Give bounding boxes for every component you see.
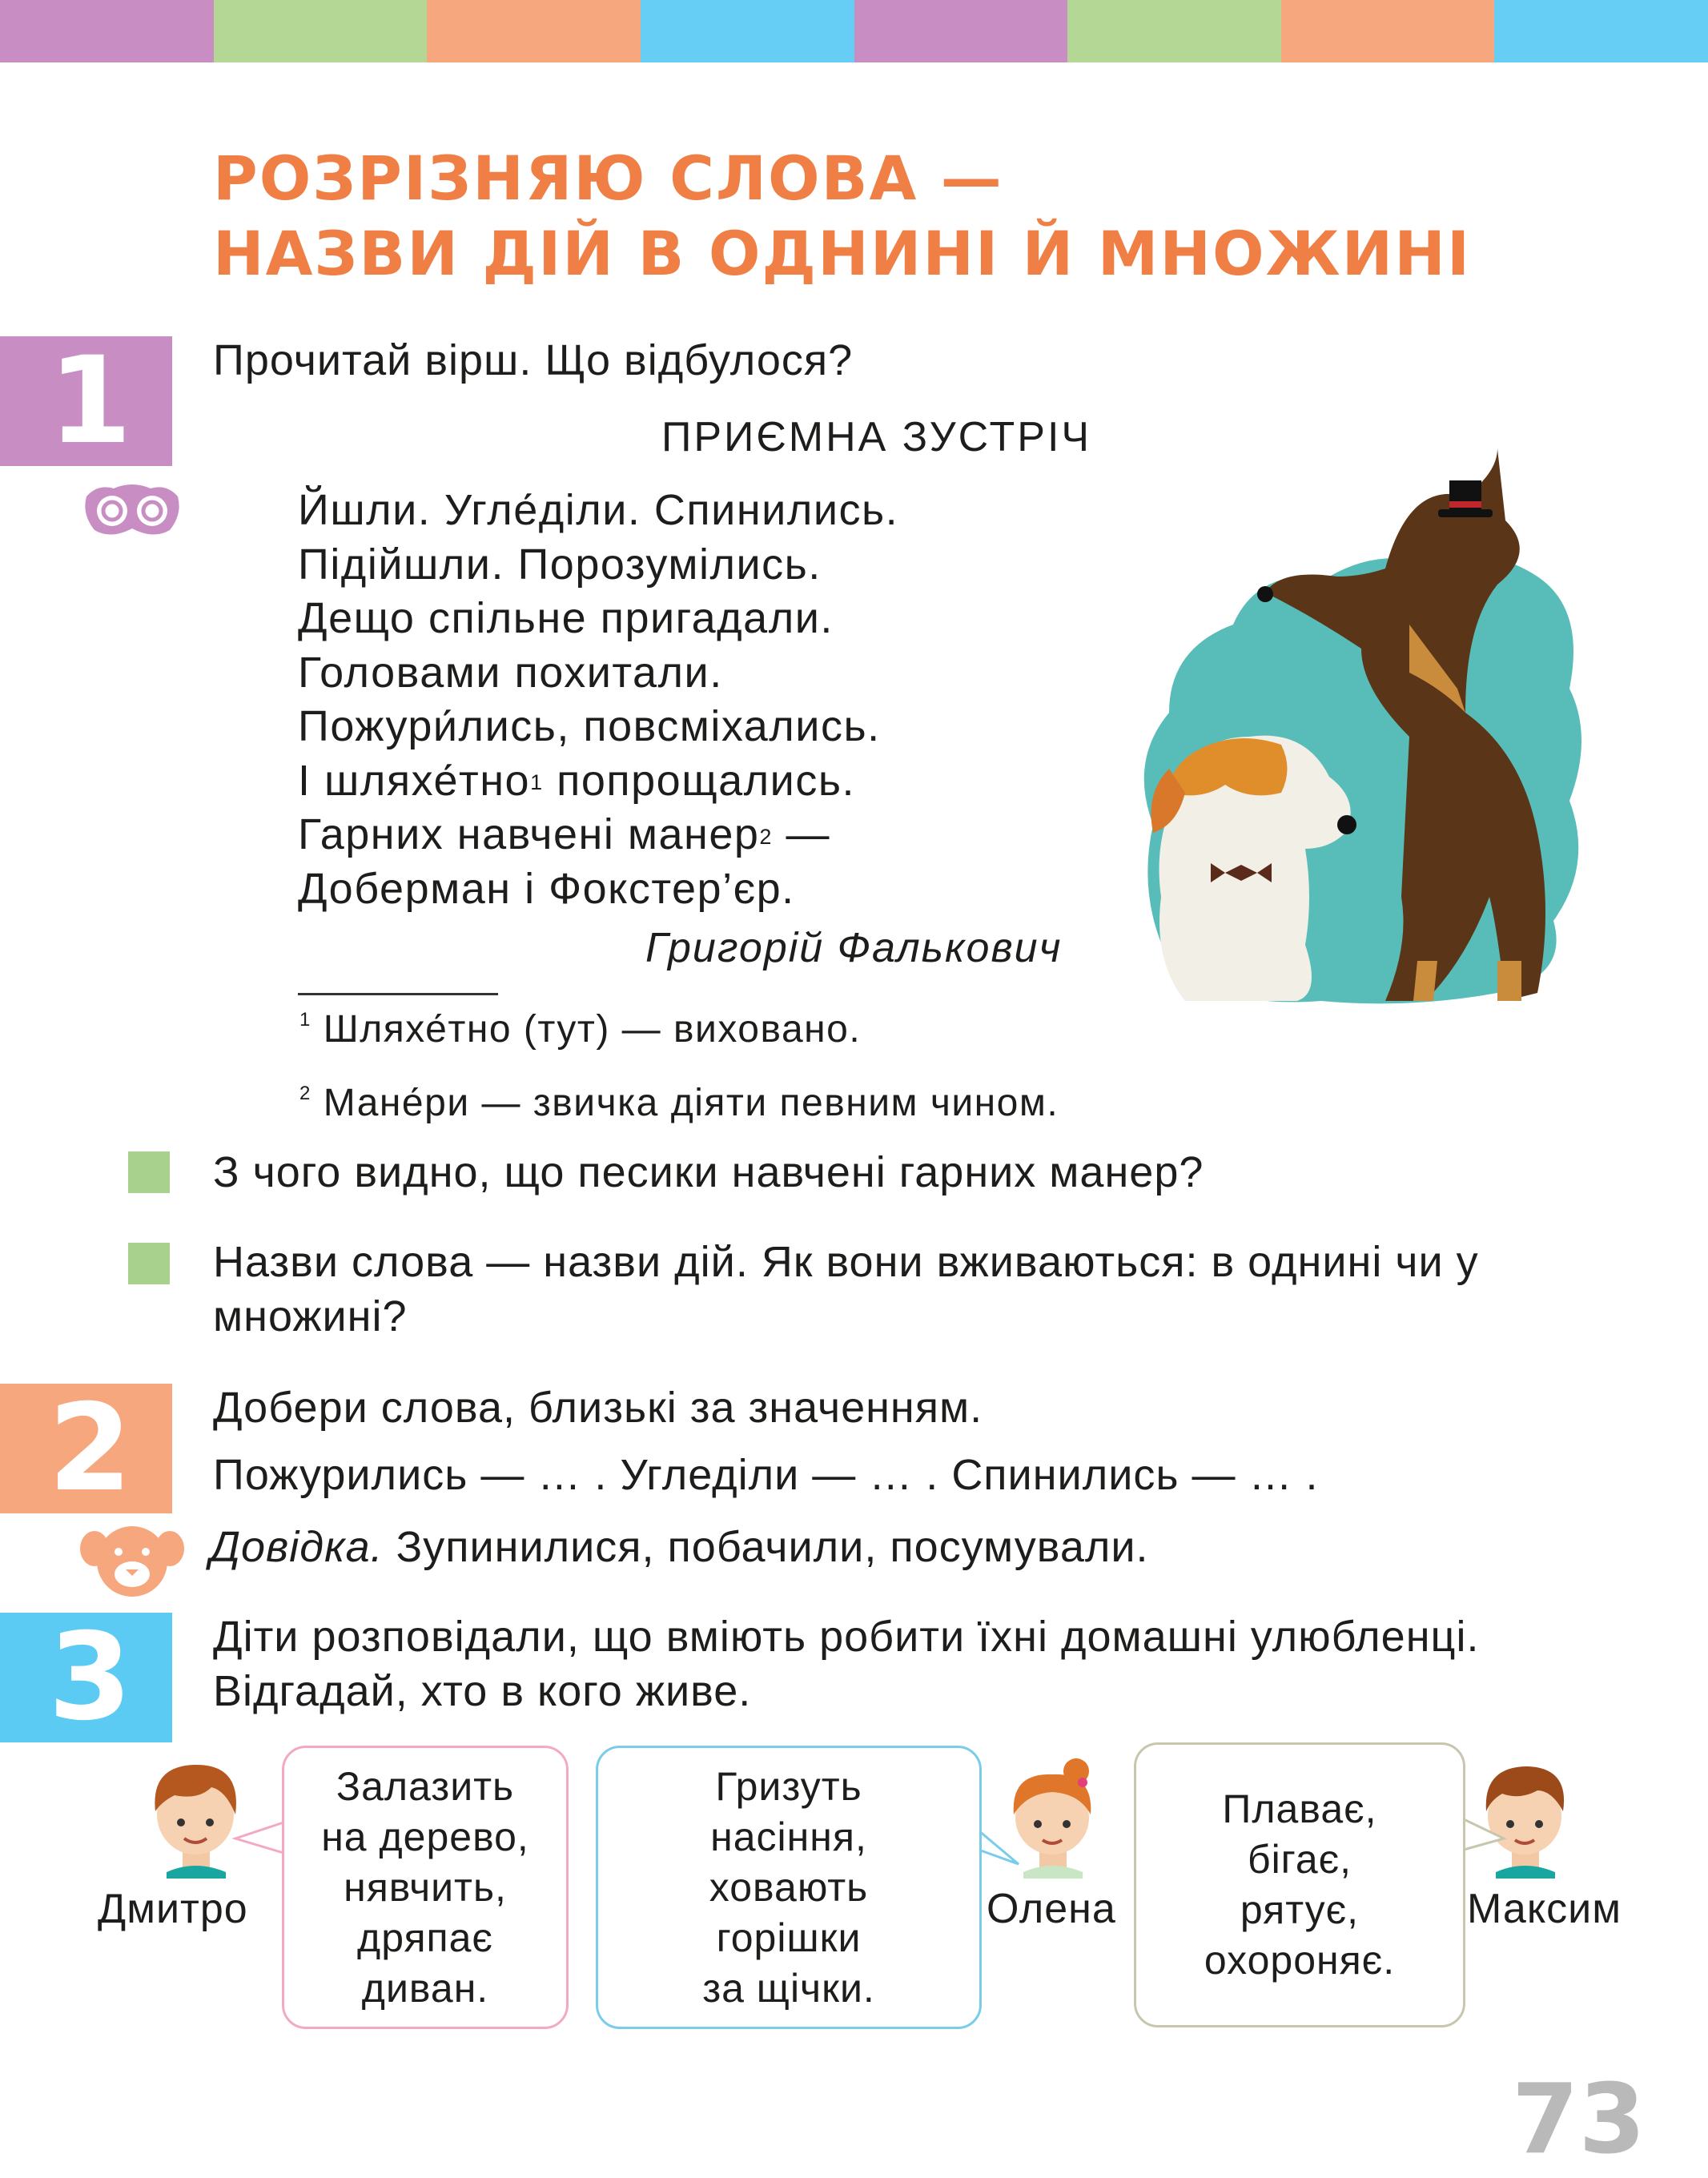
bubble-line: охороняє. (1204, 1938, 1396, 1983)
kid-name-maksym: Максим (1467, 1886, 1622, 1932)
bubble-text (1204, 1784, 1395, 1986)
task-1-instruction: Прочитай вірш. Що відбулося? (213, 336, 854, 384)
stripe (1281, 0, 1495, 62)
task-3-number: 3 (0, 1613, 172, 1742)
stripe (1494, 0, 1708, 62)
dog-face-icon (80, 1521, 184, 1598)
stripe (427, 0, 641, 62)
footnote-divider (298, 993, 498, 995)
task-2-instruction: Добери слова, близькі за значенням. (213, 1384, 983, 1432)
footnote-2 (299, 1081, 1059, 1125)
bubble-line: диван. (361, 1965, 489, 2011)
stripe (214, 0, 428, 62)
task-2-words: Пожурились — … . Угледіли — … . Спинились — … . (213, 1451, 1319, 1499)
stripe (0, 0, 214, 62)
bubble-tail (975, 1826, 1023, 1874)
footnote-text: Мане́ри — звичка діяти певним чином. (311, 1082, 1059, 1124)
poem-text: попрощались. (543, 756, 855, 805)
poem-text: Гарних навчені манер (298, 810, 760, 858)
bubble-line: Плаває, (1222, 1786, 1377, 1831)
poem-line: Підійшли. Порозумілись. (298, 540, 822, 589)
hint-label: Довідка. (210, 1523, 384, 1571)
poem-line (298, 808, 898, 862)
poem (298, 484, 898, 916)
bubble-line: рятує, (1240, 1887, 1360, 1932)
task-3-instruction: Діти розповідали, що вміють робити їхні домашні улюбленці. Відгадай, хто в кого живе. (213, 1613, 1480, 1715)
bubble-line: бігає, (1247, 1837, 1352, 1882)
bubble-line: Залазить (336, 1763, 515, 1809)
lesson-title-line-2: НАЗВИ ДІЙ В ОДНИНІ Й МНОЖИНІ (213, 218, 1472, 289)
poem-line: Доберман і Фокстер’єр. (298, 864, 795, 913)
poem-author: Григорій Фалькович (645, 925, 1063, 971)
poem-text: — (772, 810, 830, 858)
poem-line: Дещо спільне пригадали. (298, 594, 834, 642)
bullet-marker (128, 1243, 170, 1284)
bubble-line: насіння, (710, 1814, 867, 1859)
speech-bubble-maksym (1134, 1742, 1465, 2027)
bubble-line: дряпає (357, 1915, 493, 1960)
hint-text: Зупинилися, побачили, посумували. (383, 1523, 1149, 1571)
bubble-line: за щічки. (702, 1965, 875, 2011)
poem-text: І шляхе́тно (298, 756, 531, 805)
footnote-number: 2 (299, 1083, 311, 1105)
bubble-line: ховають (709, 1864, 869, 1910)
kid-name-dmytro: Дмитро (98, 1886, 248, 1932)
footnote-text: Шляхе́тно (тут) — виховано. (311, 1008, 862, 1051)
stripe (1067, 0, 1281, 62)
footnote-1 (299, 1007, 861, 1051)
bubble-tail (232, 1818, 288, 1858)
poem-line: Головами похитали. (298, 648, 723, 697)
bubble-text (702, 1762, 875, 2014)
poem-title: ПРИЄМНА ЗУСТРІЧ (661, 414, 1092, 460)
task-2-hint (210, 1520, 1149, 1574)
top-color-stripes (0, 0, 1708, 62)
eyes-icon (82, 482, 183, 538)
page-number: 73 (1512, 2064, 1646, 2176)
task-1-number: 1 (0, 336, 172, 466)
task-2-number: 2 (0, 1384, 172, 1513)
bubble-line: Гризуть (715, 1763, 862, 1809)
dogs-illustration (1121, 448, 1602, 1025)
bubble-line: на дерево, (321, 1814, 529, 1859)
speech-bubble-olena (596, 1746, 982, 2029)
bullet-marker (128, 1151, 170, 1193)
footnote-ref: 1 (530, 770, 544, 795)
stripe (641, 0, 854, 62)
poem-line: Пожури́лись, повсміхались. (298, 702, 881, 750)
footnote-number: 1 (299, 1009, 311, 1031)
footnote-ref: 2 (759, 824, 773, 849)
task-1-question-1: З чого видно, що песики навчені гарних манер? (213, 1148, 1204, 1196)
bubble-line: горішки (716, 1915, 862, 1960)
lesson-title-line-1: РОЗРІЗНЯЮ СЛОВА — (213, 143, 1003, 214)
poem-line: Йшли. Угле́діли. Спинились. (298, 486, 899, 534)
speech-bubble-dmytro (282, 1746, 569, 2029)
kid-name-olena: Олена (987, 1886, 1116, 1932)
bubble-tail (1459, 1811, 1507, 1859)
poem-line (298, 754, 898, 809)
task-1-question-2: Назви слова — назви дій. Як вони вживаються: в однині чи у множині? (213, 1238, 1479, 1340)
bubble-text (321, 1762, 529, 2014)
stripe (854, 0, 1068, 62)
lesson-title (213, 141, 1471, 291)
bubble-line: нявчить, (344, 1864, 507, 1910)
